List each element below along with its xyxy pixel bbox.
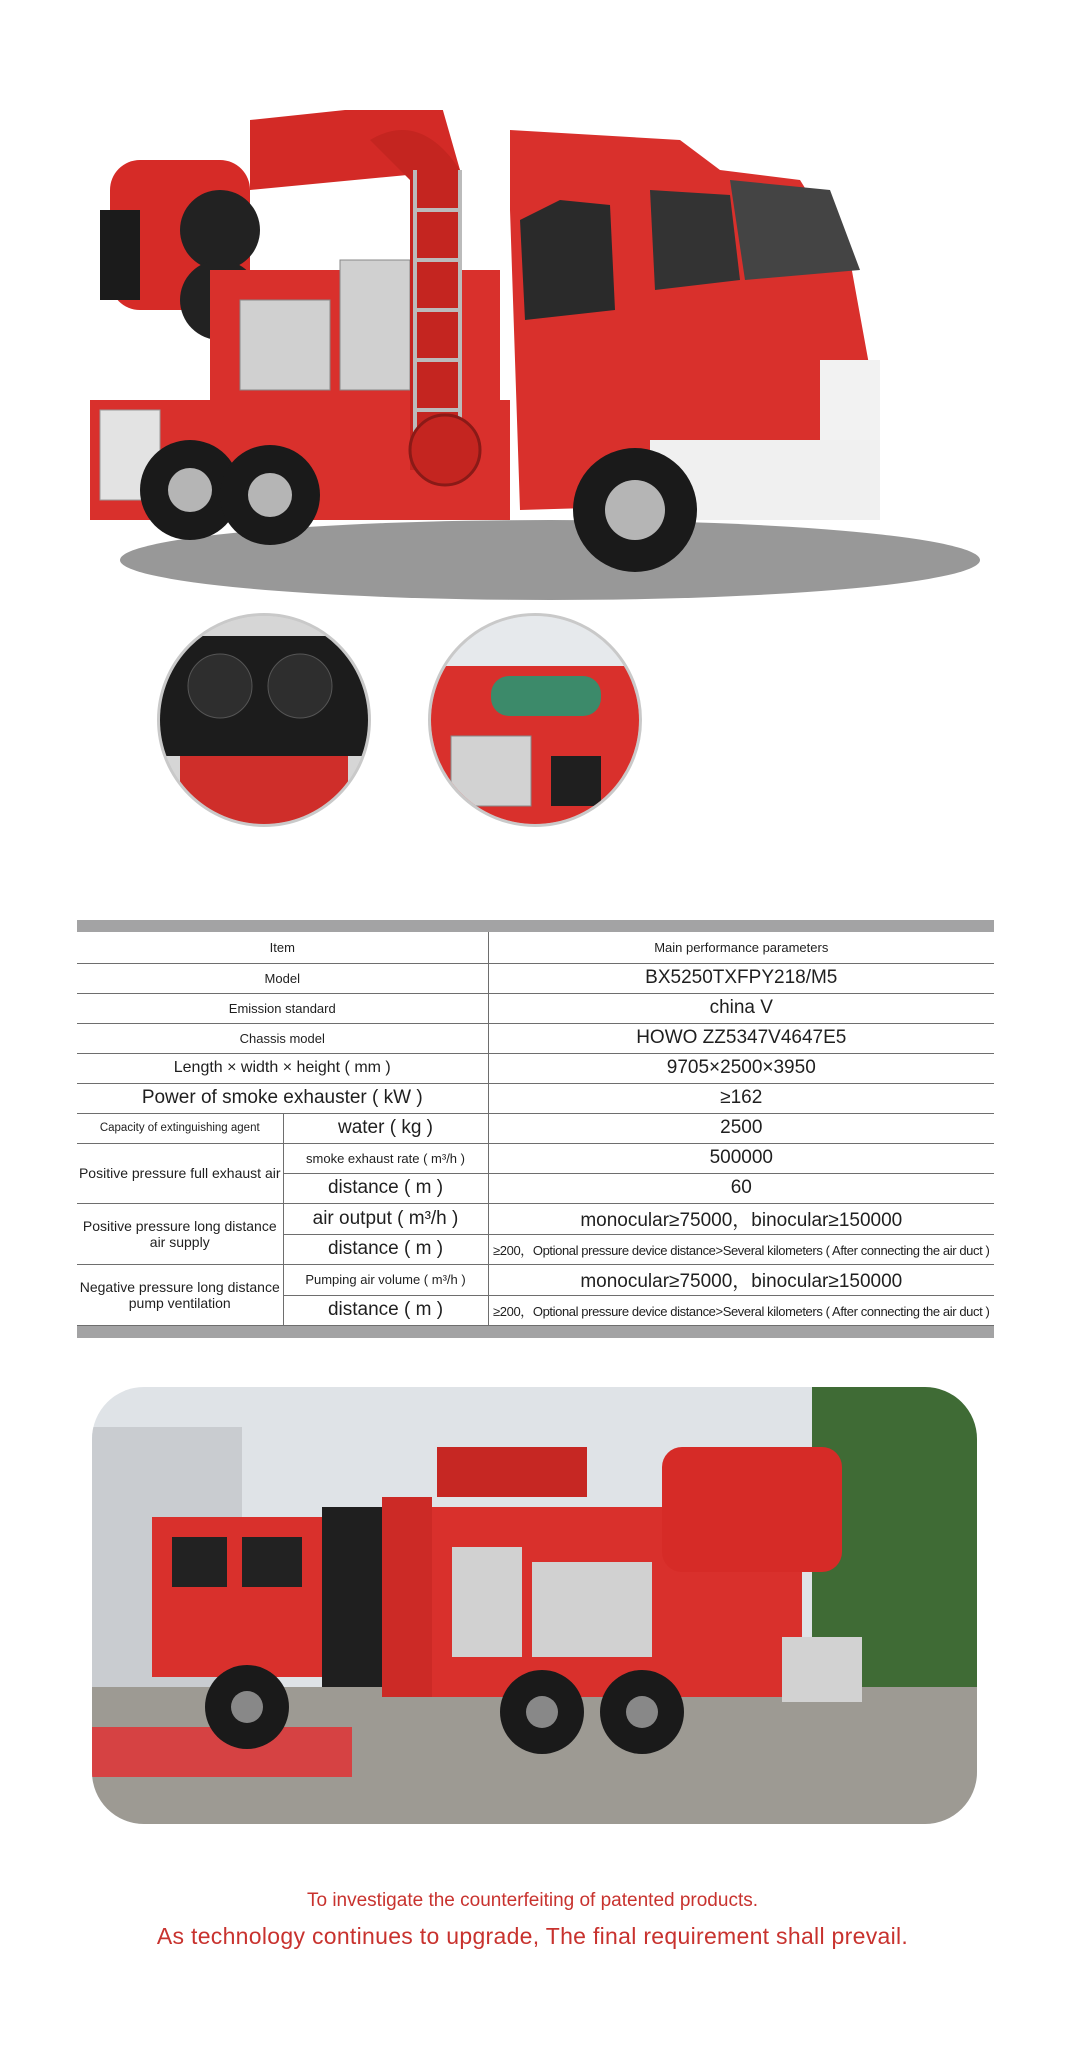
patent-note: To investigate the counterfeiting of patented products.	[306, 1890, 759, 1911]
fan-closeup-thumbnail	[157, 613, 371, 827]
table-row: distance ( m ) ≥200，Optional pressure device distance>Several kilometers ( After connecting the air duct )	[77, 1234, 994, 1264]
table-row: Capacity of extinguishing agent water ( kg ) 2500	[77, 1113, 994, 1143]
table-row: Positive pressure full exhaust air smoke exhaust rate ( m³/h ) 500000	[77, 1143, 994, 1173]
table-row: Model BX5250TXFPY218/M5	[77, 963, 994, 993]
table-header-row	[77, 932, 994, 963]
truck-photo-front-view	[80, 110, 1000, 610]
table-row: Length × width × height ( mm ) 9705×2500×3950	[77, 1053, 994, 1083]
truck-photo-side-view	[92, 1387, 977, 1824]
spec-table	[77, 920, 994, 1338]
table-top-bar	[77, 920, 994, 932]
upgrade-disclaimer: As technology continues to upgrade, The final requirement shall prevail.	[156, 1923, 909, 1949]
table-row: Chassis model HOWO ZZ5347V4647E5	[77, 1023, 994, 1053]
header-params: Main performance parameters	[488, 932, 994, 963]
table-row: Power of smoke exhauster ( kW ) ≥162	[77, 1083, 994, 1113]
table-row: distance ( m ) ≥200，Optional pressure device distance>Several kilometers ( After connecting the air duct )	[77, 1295, 994, 1325]
table-row: distance ( m ) 60	[77, 1173, 994, 1203]
header-item: Item	[77, 932, 488, 963]
table-row: Positive pressure long distance air supply air output ( m³/h ) monocular≥75000，binocular≥150000	[77, 1203, 994, 1234]
table-row: Negative pressure long distance pump ventilation Pumping air volume ( m³/h ) monocular≥75000，binocular≥150000	[77, 1264, 994, 1295]
table-row: Emission standard china V	[77, 993, 994, 1023]
duct-closeup-thumbnail	[428, 613, 642, 827]
table-bottom-bar	[77, 1326, 994, 1338]
